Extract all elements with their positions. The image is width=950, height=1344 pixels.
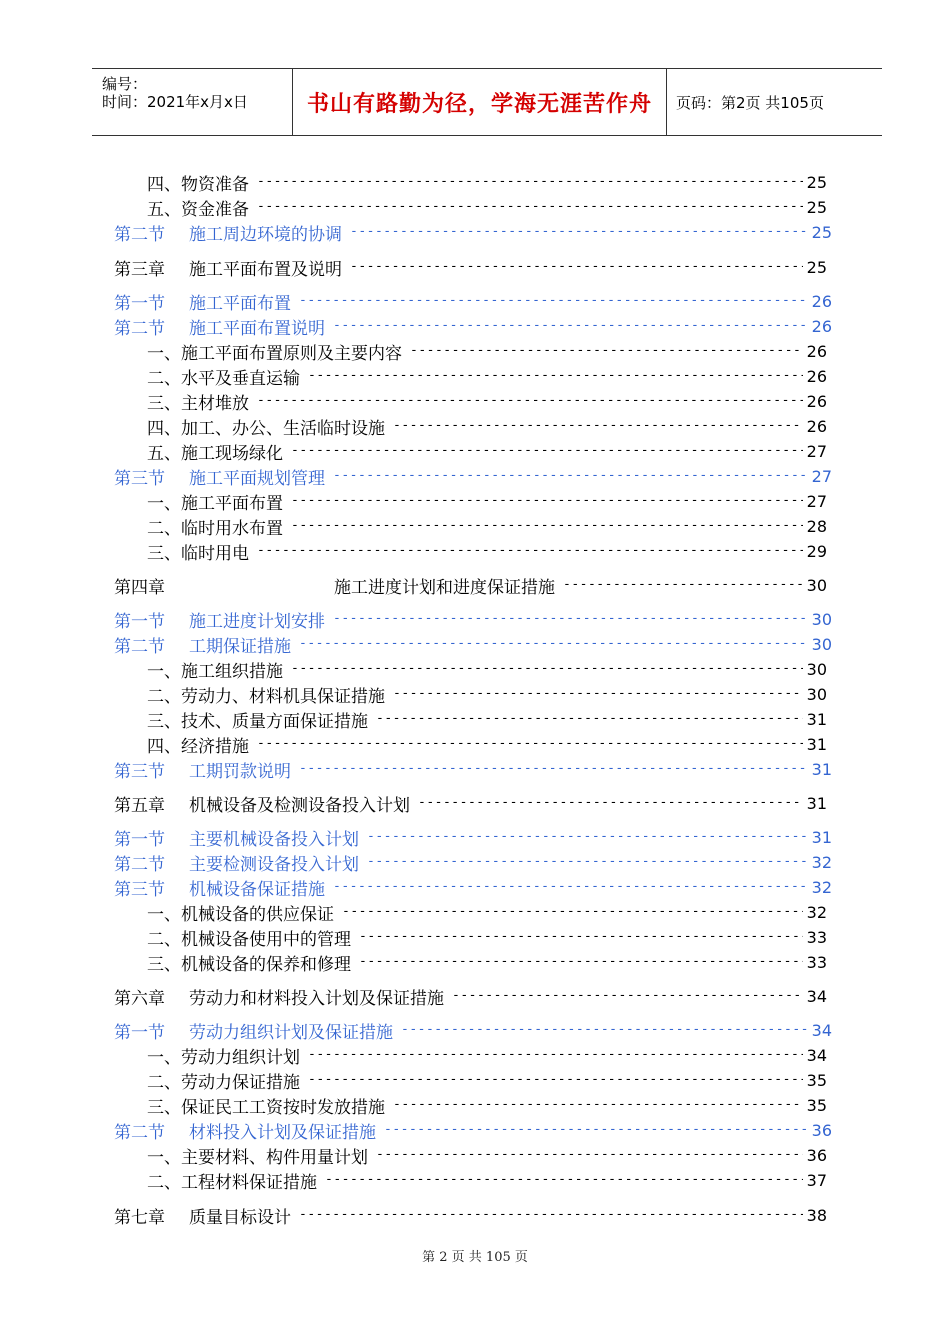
toc-entry-title: 质量目标设计 — [189, 1207, 291, 1228]
toc-entry-title: 四、经济措施 — [147, 736, 249, 757]
toc-dash-leader — [299, 293, 808, 309]
toc-dash-leader — [333, 611, 808, 627]
toc-entry-page: 35 — [806, 1070, 827, 1090]
toc-entry[interactable] — [147, 950, 827, 974]
toc-entry-title: 劳动力和材料投入计划及保证措施 — [189, 988, 444, 1009]
toc-entry[interactable] — [147, 1143, 827, 1167]
toc-entry-prefix: 第一节 — [114, 1022, 165, 1043]
toc-dash-leader — [401, 1022, 808, 1038]
toc-entry-prefix: 第三章 — [114, 259, 165, 280]
toc-dash-leader — [393, 686, 803, 702]
toc-entry-title: 施工进度计划安排 — [189, 611, 325, 632]
toc-entry[interactable] — [114, 1018, 832, 1042]
toc-entry-title: 材料投入计划及保证措施 — [189, 1122, 376, 1143]
toc-entry-title: 施工进度计划和进度保证措施 — [334, 577, 555, 598]
toc-entry-title: 二、机械设备使用中的管理 — [147, 929, 351, 950]
document-time: 时间：2021年x月x日 — [102, 93, 248, 111]
toc-entry[interactable] — [114, 464, 832, 488]
toc-dash-leader — [291, 661, 803, 677]
toc-dash-leader — [333, 468, 808, 484]
toc-entry-prefix: 第六章 — [114, 988, 165, 1009]
toc-entry-prefix: 第二节 — [114, 224, 165, 245]
toc-entry[interactable] — [114, 573, 827, 597]
toc-dash-leader — [359, 954, 803, 970]
toc-entry-title: 二、临时用水布置 — [147, 518, 283, 539]
toc-entry[interactable] — [114, 632, 832, 656]
toc-entry-title: 三、主材堆放 — [147, 393, 249, 414]
toc-entry-page: 25 — [806, 172, 827, 192]
toc-entry-prefix: 第三节 — [114, 468, 165, 489]
toc-entry-page: 26 — [806, 416, 827, 436]
toc-entry[interactable] — [114, 984, 827, 1008]
toc-entry-title: 二、水平及垂直运输 — [147, 368, 300, 389]
toc-entry[interactable] — [114, 607, 832, 631]
toc-entry[interactable] — [114, 314, 832, 338]
toc-entry-page: 26 — [811, 291, 832, 311]
toc-entry[interactable] — [114, 850, 832, 874]
toc-dash-leader — [291, 518, 803, 534]
toc-entry-page: 31 — [806, 709, 827, 729]
toc-entry-title: 二、劳动力、材料机具保证措施 — [147, 686, 385, 707]
toc-entry-page: 30 — [806, 575, 827, 595]
toc-entry-prefix: 第二节 — [114, 636, 165, 657]
toc-dash-leader — [393, 1097, 803, 1113]
toc-entry-page: 33 — [806, 927, 827, 947]
toc-dash-leader — [333, 879, 808, 895]
toc-entry[interactable] — [147, 682, 827, 706]
document-number-label: 编号： — [102, 75, 148, 93]
toc-entry-prefix: 第五章 — [114, 795, 165, 816]
toc-entry[interactable] — [147, 1068, 827, 1092]
toc-entry-page: 34 — [811, 1020, 832, 1040]
toc-dash-leader — [333, 318, 808, 334]
toc-entry-title: 三、临时用电 — [147, 543, 249, 564]
toc-entry-title: 一、机械设备的供应保证 — [147, 904, 334, 925]
toc-entry-title: 机械设备及检测设备投入计划 — [189, 795, 410, 816]
toc-entry-page: 30 — [806, 684, 827, 704]
toc-dash-leader — [257, 393, 803, 409]
toc-entry-page: 32 — [811, 877, 832, 897]
toc-entry-page: 27 — [806, 441, 827, 461]
toc-entry[interactable] — [147, 1093, 827, 1117]
toc-entry-title: 一、主要材料、构件用量计划 — [147, 1147, 368, 1168]
toc-entry-page: 27 — [806, 491, 827, 511]
toc-entry-page: 30 — [806, 659, 827, 679]
toc-entry-prefix: 第二节 — [114, 1122, 165, 1143]
toc-entry-page: 36 — [811, 1120, 832, 1140]
toc-entry-page: 28 — [806, 516, 827, 536]
toc-entry-title: 五、资金准备 — [147, 199, 249, 220]
toc-entry-page: 36 — [806, 1145, 827, 1165]
toc-entry-prefix: 第一节 — [114, 829, 165, 850]
toc-dash-leader — [452, 988, 803, 1004]
toc-entry[interactable] — [147, 389, 827, 413]
toc-entry[interactable] — [147, 657, 827, 681]
toc-entry-page: 26 — [811, 316, 832, 336]
toc-entry-page: 35 — [806, 1095, 827, 1115]
toc-entry-title: 施工周边环境的协调 — [189, 224, 342, 245]
toc-entry[interactable] — [147, 539, 827, 563]
toc-entry-title: 工期保证措施 — [189, 636, 291, 657]
toc-entry-page: 25 — [811, 222, 832, 242]
toc-entry-prefix: 第七章 — [114, 1207, 165, 1228]
toc-dash-leader — [299, 636, 808, 652]
toc-entry-title: 机械设备保证措施 — [189, 879, 325, 900]
toc-entry-prefix: 第四章 — [114, 577, 165, 598]
toc-dash-leader — [257, 174, 803, 190]
toc-entry[interactable] — [147, 925, 827, 949]
toc-entry-title: 主要机械设备投入计划 — [189, 829, 359, 850]
toc-dash-leader — [376, 1147, 803, 1163]
toc-dash-leader — [308, 1072, 803, 1088]
toc-entry-prefix: 第三节 — [114, 879, 165, 900]
toc-entry[interactable] — [114, 1118, 832, 1142]
toc-entry-title: 二、工程材料保证措施 — [147, 1172, 317, 1193]
toc-entry-page: 33 — [806, 952, 827, 972]
toc-entry-page: 31 — [806, 793, 827, 813]
toc-entry-page: 27 — [811, 466, 832, 486]
toc-entry-title: 施工平面布置 — [189, 293, 291, 314]
toc-entry-title: 工期罚款说明 — [189, 761, 291, 782]
toc-dash-leader — [418, 795, 803, 811]
toc-entry-title: 三、技术、质量方面保证措施 — [147, 711, 368, 732]
toc-entry-title: 劳动力组织计划及保证措施 — [189, 1022, 393, 1043]
toc-entry[interactable] — [147, 195, 827, 219]
toc-entry-prefix: 第二节 — [114, 318, 165, 339]
toc-entry-page: 26 — [806, 391, 827, 411]
toc-entry-page: 34 — [806, 1045, 827, 1065]
toc-entry-page: 32 — [811, 852, 832, 872]
toc-entry[interactable] — [147, 1168, 827, 1192]
toc-dash-leader — [367, 829, 808, 845]
toc-entry-page: 25 — [806, 197, 827, 217]
toc-dash-leader — [257, 543, 803, 559]
toc-entry-page: 32 — [806, 902, 827, 922]
toc-entry-page: 30 — [811, 609, 832, 629]
toc-entry-title: 五、施工现场绿化 — [147, 443, 283, 464]
toc-entry-title: 四、物资准备 — [147, 174, 249, 195]
toc-entry[interactable] — [114, 289, 832, 313]
toc-dash-leader — [291, 493, 803, 509]
toc-dash-leader — [308, 368, 803, 384]
toc-dash-leader — [359, 929, 803, 945]
toc-dash-leader — [367, 854, 808, 870]
toc-entry-prefix: 第三节 — [114, 761, 165, 782]
toc-entry-page: 37 — [806, 1170, 827, 1190]
toc-entry-page: 29 — [806, 541, 827, 561]
toc-entry[interactable] — [147, 170, 827, 194]
toc-dash-leader — [299, 1207, 803, 1223]
toc-entry-page: 26 — [806, 341, 827, 361]
toc-entry-title: 一、劳动力组织计划 — [147, 1047, 300, 1068]
toc-entry-title: 三、保证民工工资按时发放措施 — [147, 1097, 385, 1118]
toc-entry-page: 34 — [806, 986, 827, 1006]
toc-dash-leader — [384, 1122, 808, 1138]
toc-entry[interactable] — [147, 339, 827, 363]
toc-entry-title: 二、劳动力保证措施 — [147, 1072, 300, 1093]
header-motto: 书山有路勤为径，学海无涯苦作舟 — [292, 69, 667, 135]
toc-entry-page: 31 — [811, 827, 832, 847]
toc-entry[interactable] — [114, 220, 832, 244]
toc-dash-leader — [410, 343, 803, 359]
toc-entry[interactable] — [147, 489, 827, 513]
toc-dash-leader — [308, 1047, 803, 1063]
toc-entry-title: 一、施工组织措施 — [147, 661, 283, 682]
toc-dash-leader — [393, 418, 803, 434]
toc-entry-title: 施工平面布置说明 — [189, 318, 325, 339]
toc-dash-leader — [299, 761, 808, 777]
page-footer: 第 2 页 共 105 页 — [422, 1250, 528, 1265]
toc-entry[interactable] — [147, 707, 827, 731]
toc-dash-leader — [350, 224, 808, 240]
toc-entry[interactable] — [114, 1203, 827, 1227]
toc-entry-page: 25 — [806, 257, 827, 277]
toc-dash-leader — [257, 199, 803, 215]
toc-entry-title: 一、施工平面布置 — [147, 493, 283, 514]
toc-entry-title: 施工平面布置及说明 — [189, 259, 342, 280]
toc-entry[interactable] — [147, 1043, 827, 1067]
toc-entry[interactable] — [147, 514, 827, 538]
toc-dash-leader — [325, 1172, 803, 1188]
toc-entry-title: 一、施工平面布置原则及主要内容 — [147, 343, 402, 364]
toc-entry-title: 四、加工、办公、生活临时设施 — [147, 418, 385, 439]
toc-entry-title: 三、机械设备的保养和修理 — [147, 954, 351, 975]
toc-entry-page: 30 — [811, 634, 832, 654]
toc-entry[interactable] — [147, 364, 827, 388]
toc-entry[interactable] — [147, 414, 827, 438]
toc-entry[interactable] — [147, 439, 827, 463]
toc-entry[interactable] — [114, 875, 832, 899]
toc-entry-prefix: 第二节 — [114, 854, 165, 875]
toc-entry-page: 38 — [806, 1205, 827, 1225]
toc-entry[interactable] — [114, 791, 827, 815]
toc-entry-prefix: 第一节 — [114, 611, 165, 632]
toc-entry[interactable] — [114, 255, 827, 279]
toc-dash-leader — [376, 711, 803, 727]
toc-entry[interactable] — [114, 825, 832, 849]
header-page-info: 页码：第2页 共105页 — [676, 93, 824, 112]
toc-entry-page: 31 — [811, 759, 832, 779]
toc-dash-leader — [350, 259, 803, 275]
toc-dash-leader — [563, 577, 803, 593]
toc-dash-leader — [257, 736, 803, 752]
toc-entry[interactable] — [147, 732, 827, 756]
toc-entry-title: 主要检测设备投入计划 — [189, 854, 359, 875]
toc-entry-page: 26 — [806, 366, 827, 386]
toc-entry-title: 施工平面规划管理 — [189, 468, 325, 489]
toc-dash-leader — [342, 904, 803, 920]
toc-entry[interactable] — [147, 900, 827, 924]
toc-dash-leader — [291, 443, 803, 459]
toc-entry-prefix: 第一节 — [114, 293, 165, 314]
toc-entry[interactable] — [114, 757, 832, 781]
toc-entry-page: 31 — [806, 734, 827, 754]
